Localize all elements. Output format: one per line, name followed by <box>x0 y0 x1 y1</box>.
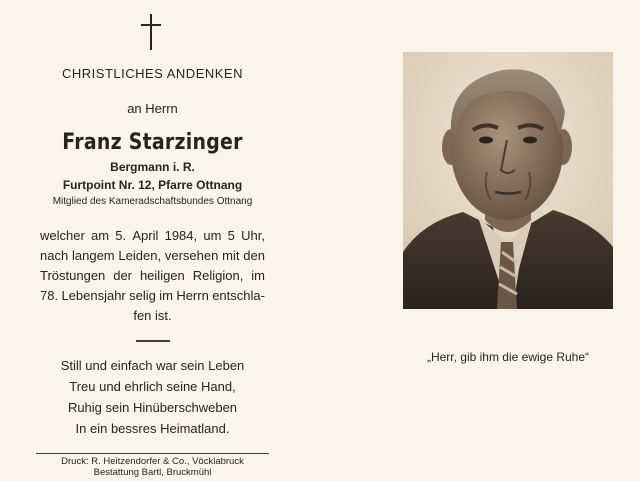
deceased-name: Franz Starzinger <box>62 130 243 155</box>
portrait-photo <box>403 52 613 309</box>
poem-line: Still und einfach war sein Leben <box>60 358 245 373</box>
occupation: Bergmann i. R. <box>110 160 195 174</box>
printer-line: Druck: R. Heitzendorfer & Co., Vöcklabruck <box>61 456 244 467</box>
poem <box>40 355 265 439</box>
divider <box>36 453 269 454</box>
memorial-card-text <box>40 0 265 481</box>
undertaker-line: Bestattung Bartl, Bruckmühl <box>93 467 212 478</box>
obituary-line: fen ist. <box>133 308 172 323</box>
poem-line: Ruhig sein Hinüberschweben <box>67 400 238 415</box>
obituary-line: Tröstungen der heiligen Religion, im <box>40 268 265 283</box>
poem-line: Treu und ehrlich seine Hand, <box>69 379 236 394</box>
obituary-line: nach langem Leiden, versehen mit den <box>40 248 265 263</box>
cross-icon <box>138 14 164 50</box>
divider <box>136 340 170 342</box>
portrait-illustration <box>403 52 613 309</box>
card-heading: CHRISTLICHES ANDENKEN <box>62 66 243 81</box>
addressee: an Herrn <box>127 101 178 116</box>
poem-line: In ein bessres Heimatland. <box>75 421 230 436</box>
printer-credit <box>40 456 265 478</box>
membership: Mitglied des Kameradschaftsbundes Ottnang <box>52 196 253 207</box>
address: Furtpoint Nr. 12, Pfarre Ottnang <box>62 178 243 192</box>
obituary-text <box>40 226 265 326</box>
caption: „Herr, gib ihm die ewige Ruhe“ <box>426 350 590 364</box>
obituary-line: 78. Lebensjahr selig im Herrn entschla- <box>40 288 265 303</box>
obituary-line: welcher am 5. April 1984, um 5 Uhr, <box>40 228 265 243</box>
